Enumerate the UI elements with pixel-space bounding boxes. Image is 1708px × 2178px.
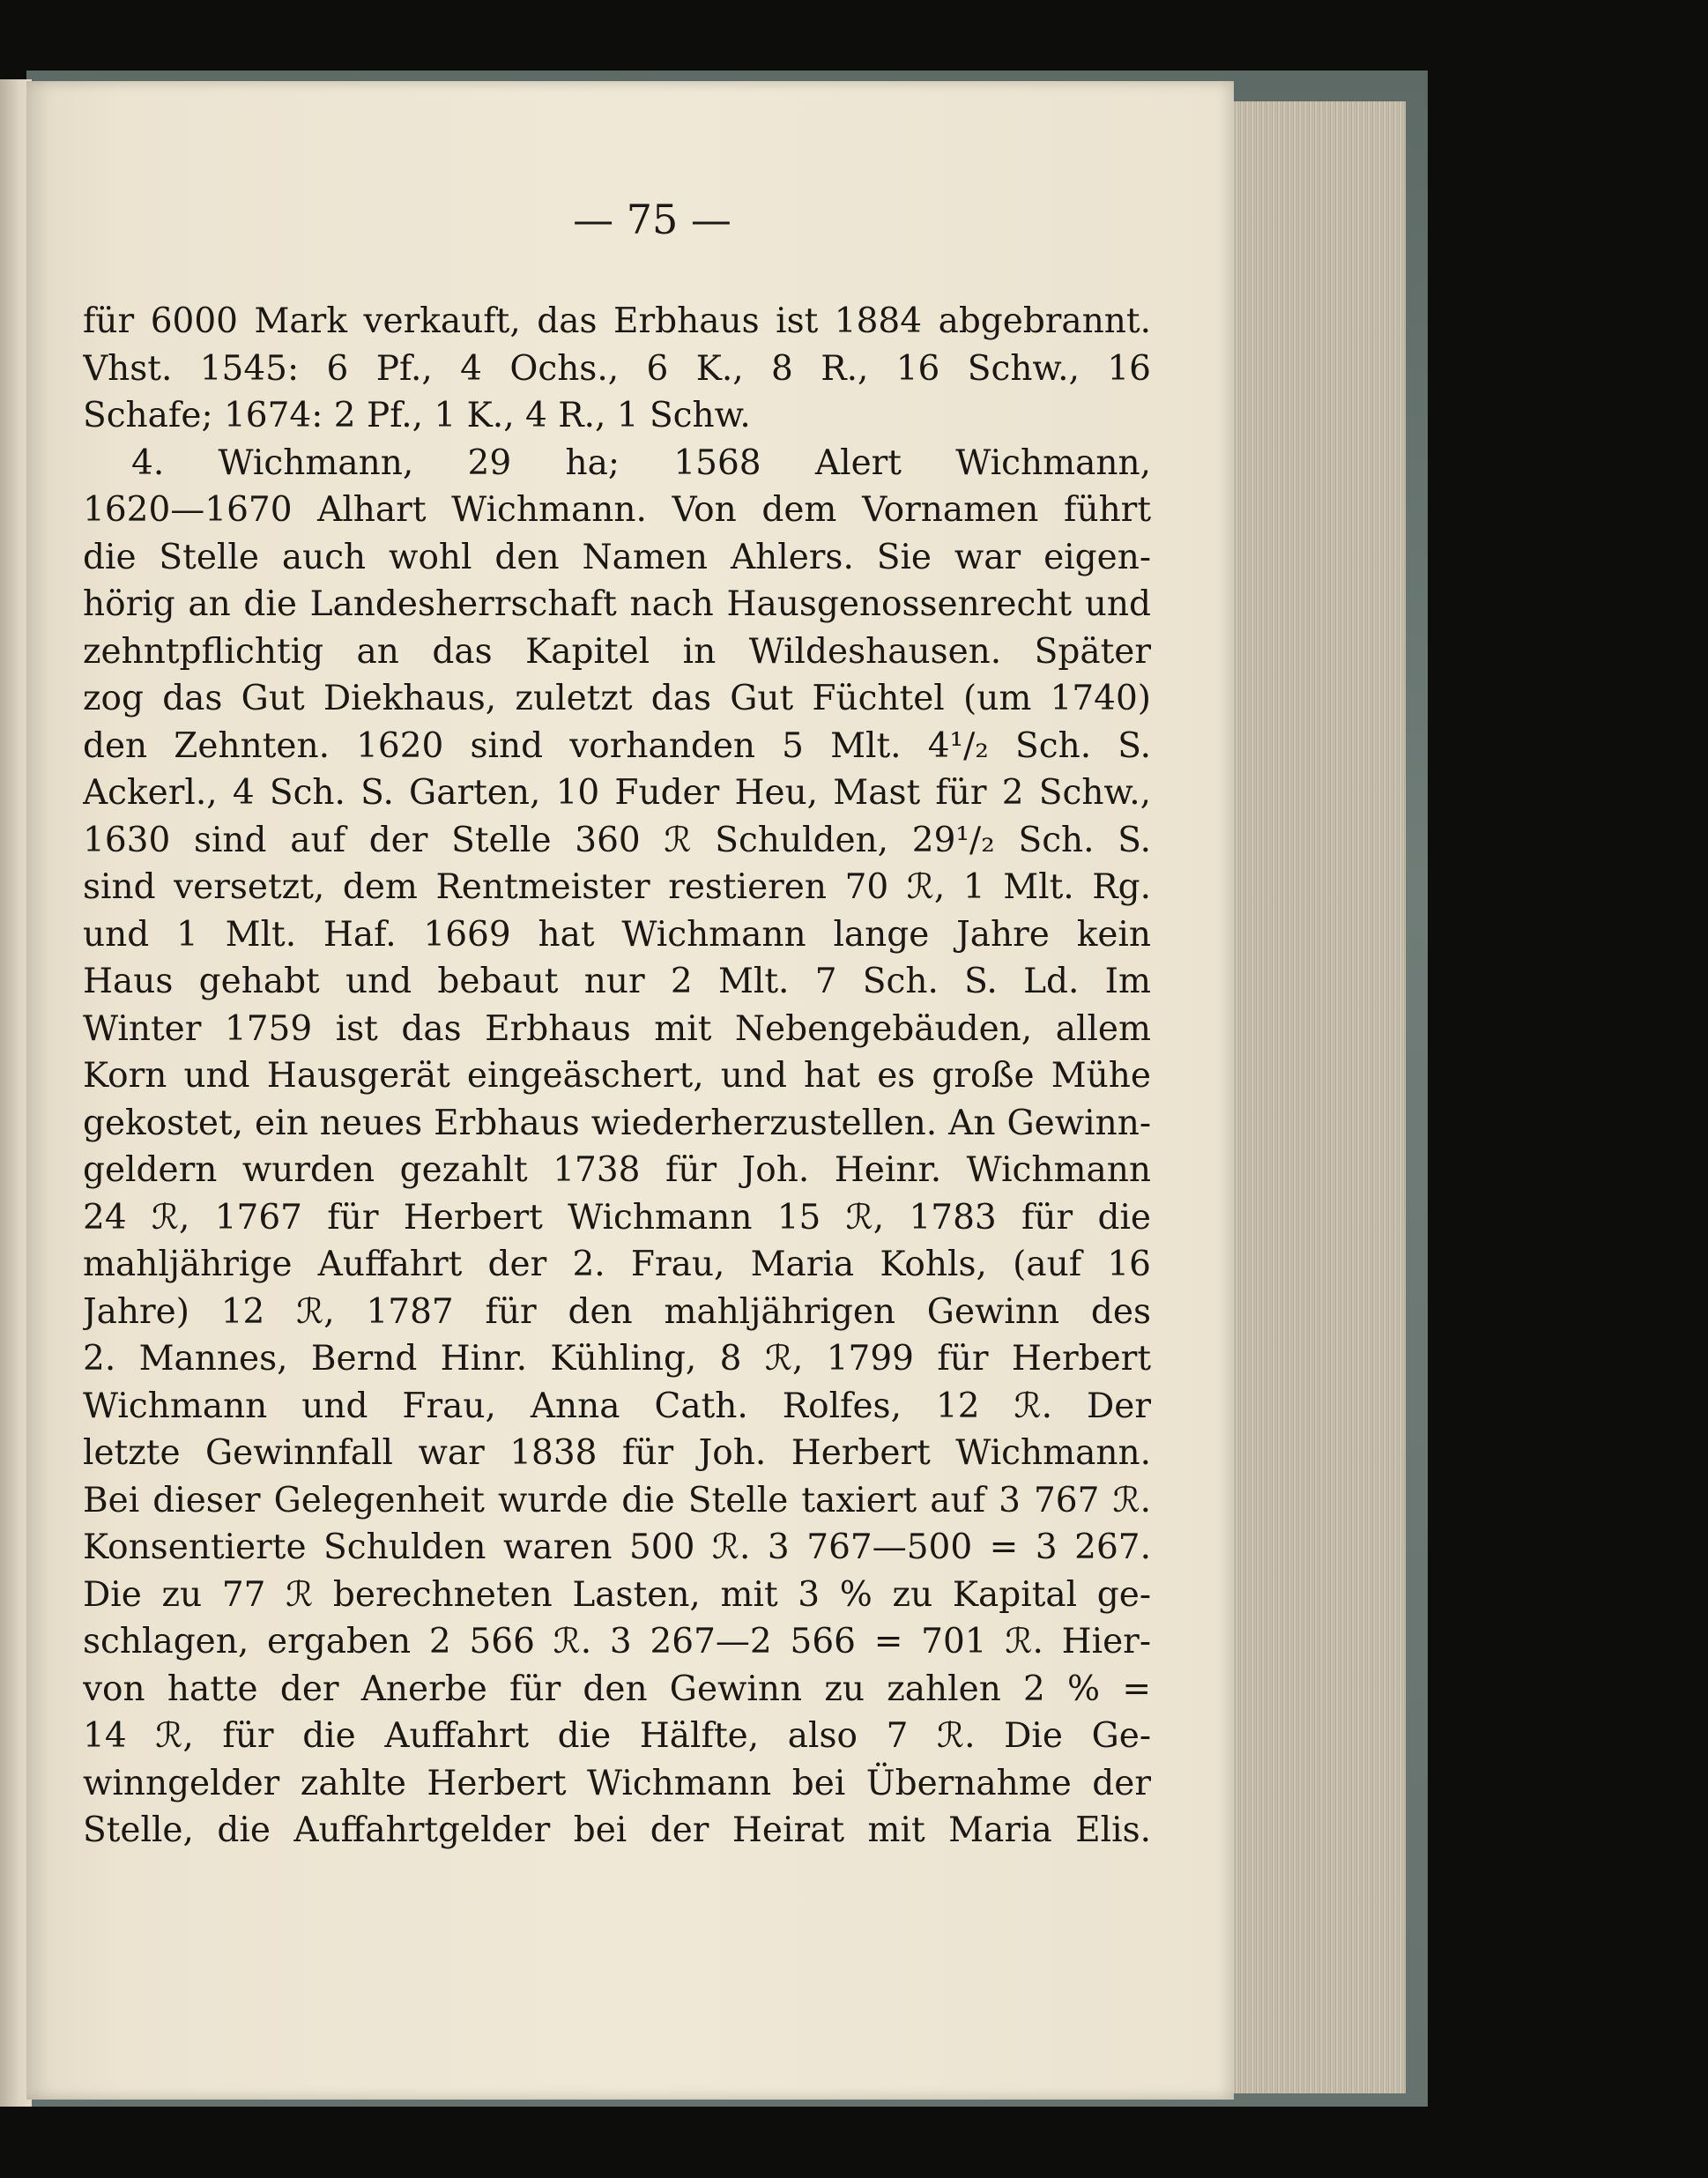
page-number: — 75 — [573,196,731,243]
text-line: Korn und Hausgerät eingeäschert, und hat es große Mühe [83,1056,1151,1096]
text-line: die Stelle auch wohl den Namen Ahlers. Sie war eigen- [83,537,1151,577]
text-line: hörig an die Landesherrschaft nach Hausgenossenrecht und [83,584,1151,624]
body-text [83,298,1151,1855]
text-line: Winter 1759 ist das Erbhaus mit Nebengebäuden, allem [83,1008,1151,1049]
text-line: und 1 Mlt. Haf. 1669 hat Wichmann lange Jahre kein [83,914,1151,955]
text-line: mahljährige Auffahrt der 2. Frau, Maria Kohls, (auf 16 [83,1245,1151,1284]
text-line: zehntpflichtig an das Kapitel in Wildeshausen. Später [83,631,1151,672]
text-line: von hatte der Anerbe für den Gewinn zu zahlen 2 % = [83,1669,1151,1709]
text-line: 24 ℛ, 1767 für Herbert Wichmann 15 ℛ, 1783 für die [83,1197,1151,1238]
text-line: Haus gehabt und bebaut nur 2 Mlt. 7 Sch. S. Ld. Im [83,962,1151,1001]
text-line: sind versetzt, dem Rentmeister restieren 70 ℛ, 1 Mlt. Rg. [83,867,1151,907]
text-line: letzte Gewinnfall war 1838 für Joh. Herbert Wichmann. [83,1433,1151,1473]
text-line: Stelle, die Auffahrtgelder bei der Heirat mit Maria Elis. [83,1810,1151,1850]
book-page [26,81,1234,2100]
text-line: 1630 sind auf der Stelle 360 ℛ Schulden, 29¹/₂ Sch. S. [83,820,1151,860]
text-line: Die zu 77 ℛ berechneten Lasten, mit 3 % zu Kapital ge- [83,1574,1151,1615]
text-line: geldern wurden gezahlt 1738 für Joh. Heinr. Wichmann [83,1150,1151,1190]
text-line: 2. Mannes, Bernd Hinr. Kühling, 8 ℛ, 1799 für Herbert [83,1339,1151,1379]
text-line: Wichmann und Frau, Anna Cath. Rolfes, 12 ℛ. Der [83,1386,1151,1426]
page-stack-edges [1229,101,1406,2093]
text-line: Konsentierte Schulden waren 500 ℛ. 3 767—500 = 3 267. [83,1528,1151,1567]
text-line: Ackerl., 4 Sch. S. Garten, 10 Fuder Heu, Mast für 2 Schw., [83,773,1151,813]
text-line: Jahre) 12 ℛ, 1787 für den mahljährigen Gewinn des [83,1291,1151,1332]
text-line: schlagen, ergaben 2 566 ℛ. 3 267—2 566 = 701 ℛ. Hier- [83,1622,1151,1661]
text-line: winngelder zahlte Herbert Wichmann bei Übernahme der [83,1763,1151,1803]
text-line: für 6000 Mark verkauft, das Erbhaus ist 1884 abgebrannt. [83,301,1151,341]
text-line: Schafe; 1674: 2 Pf., 1 K., 4 R., 1 Schw. [83,396,751,435]
text-line: Vhst. 1545: 6 Pf., 4 Ochs., 6 K., 8 R., 16 Schw., 16 [83,348,1151,389]
text-line: 4. Wichmann, 29 ha; 1568 Alert Wichmann, [131,442,1151,483]
text-line: 14 ℛ, für die Auffahrt die Hälfte, also 7 ℛ. Die Ge- [83,1716,1151,1756]
text-line: Bei dieser Gelegenheit wurde die Stelle taxiert auf 3 767 ℛ. [83,1480,1151,1520]
text-line: den Zehnten. 1620 sind vorhanden 5 Mlt. 4¹/₂ Sch. S. [83,725,1151,766]
text-line: gekostet, ein neues Erbhaus wiederherzustellen. An Gewinn- [83,1103,1151,1143]
text-line: 1620—1670 Alhart Wichmann. Von dem Vornamen führt [83,490,1151,530]
text-line: zog das Gut Diekhaus, zuletzt das Gut Füchtel (um 1740) [83,679,1151,718]
